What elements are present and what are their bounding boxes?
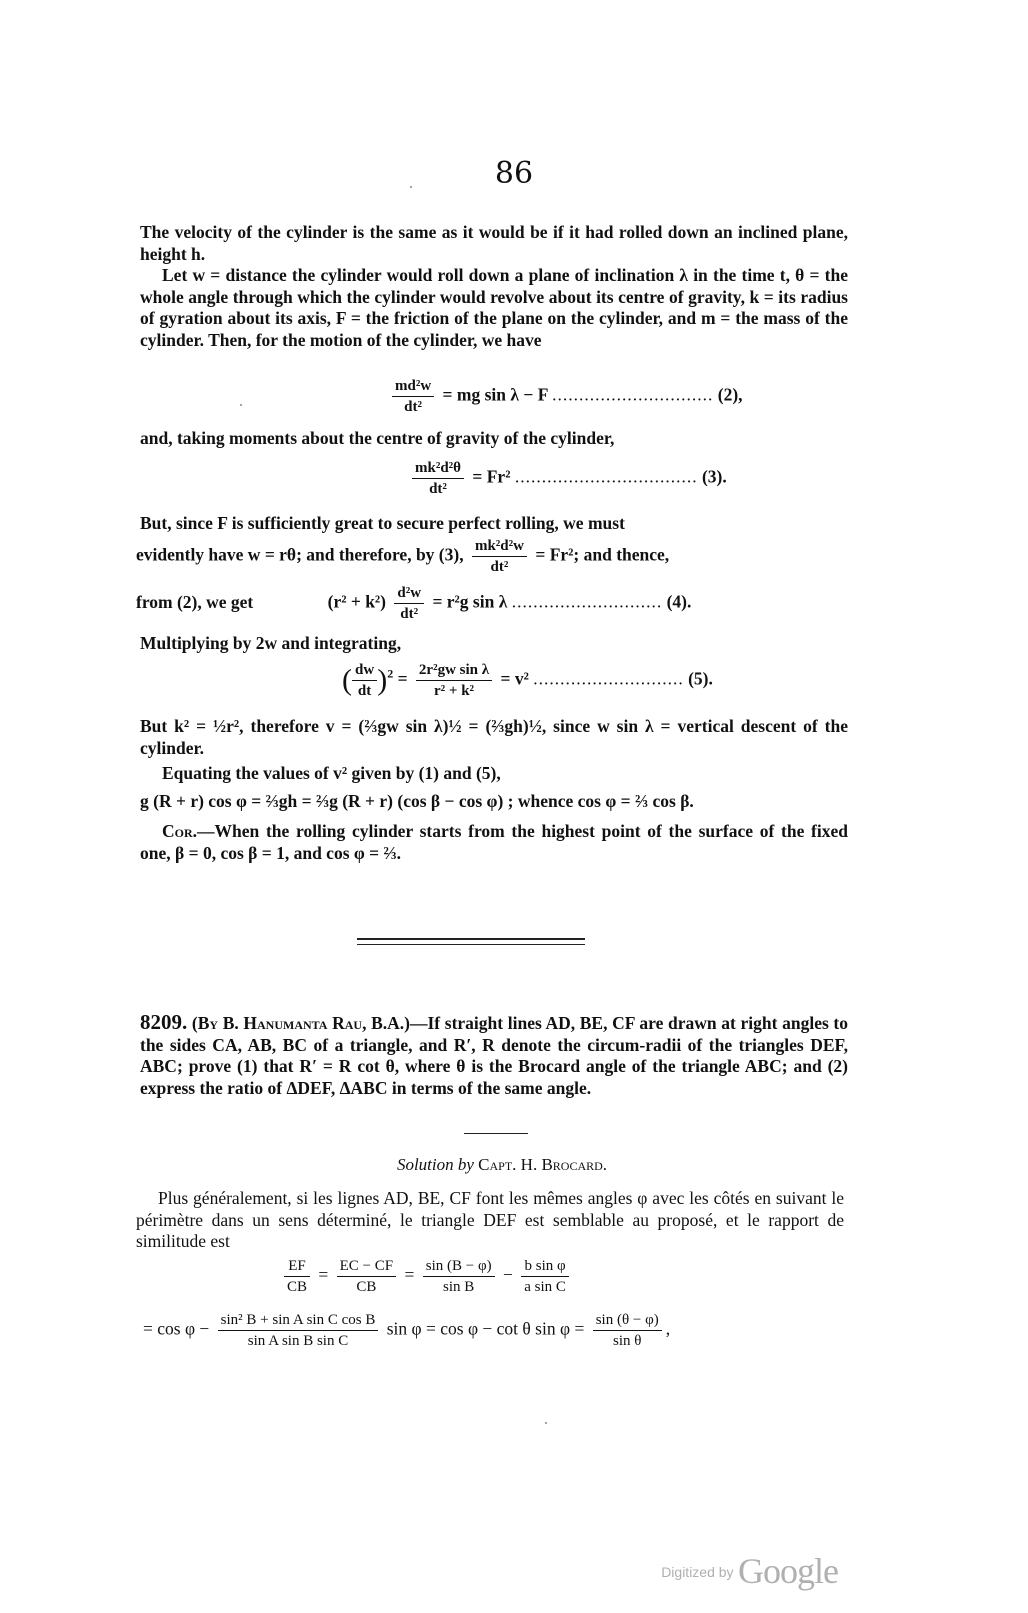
short-rule	[464, 1133, 528, 1134]
equation-rhs: = Fr²	[472, 466, 511, 487]
equation-similitude-2	[143, 1310, 670, 1351]
fraction	[284, 1256, 310, 1297]
denominator: CB	[356, 1279, 377, 1295]
speck	[545, 1422, 547, 1424]
equation-rhs: = r²g sin λ	[432, 591, 508, 612]
speck	[410, 186, 412, 188]
equation-similitude: $\frac{EF}{CB}$ = $\frac{EC - CF}{CB}$ = $\frac{\sin (B - \varphi)}{\text{sin B}}$ − $\frac{\text{b sin φ}}{\text{a sin C}}$	[280, 1256, 573, 1297]
paragraph-velocity: The velocity of the cylinder is the same as it would be if it had rolled down an inclined plane, height h.	[140, 222, 848, 264]
fraction	[337, 1256, 396, 1297]
paragraph-equating: Equating the values of v² given by (1) and (5),	[162, 763, 501, 783]
equation-cos-phi: g (R + r) cos φ = ⅔gh = ⅔g (R + r) (cos β − cos φ) ; whence cos φ = ⅔ cos β.	[140, 791, 694, 811]
numerator: sin (θ − φ)	[593, 1310, 662, 1331]
numerator: mk²d²θ	[412, 458, 464, 479]
numerator: EF	[284, 1256, 310, 1277]
corollary-label: Cor.	[162, 821, 198, 841]
equation-rhs: = v²	[500, 668, 529, 689]
paragraph-rolling: But, since F is sufficiently great to secure perfect rolling, we must	[140, 513, 625, 533]
denominator: dt	[357, 683, 372, 699]
paragraph-corollary	[140, 821, 848, 864]
paragraph-moments: and, taking moments about the centre of gravity of the cylinder,	[140, 428, 615, 448]
numerator: md²w	[392, 376, 434, 397]
denominator: dt²	[429, 481, 447, 497]
numerator: sin² B + sin A sin C cos B	[218, 1310, 379, 1331]
leader-dots: ..............................	[552, 384, 714, 405]
rolling-line-2	[136, 536, 669, 577]
fraction	[593, 1310, 662, 1351]
text: ,	[665, 1318, 671, 1339]
fraction	[412, 458, 464, 499]
fraction	[423, 1256, 495, 1297]
denominator: sin B	[443, 1279, 475, 1295]
denominator: dt²	[490, 559, 509, 575]
paragraph-integrating: Multiplying by 2w and integrating,	[140, 633, 402, 653]
fraction	[416, 660, 492, 701]
denominator: sin A sin B sin C	[247, 1333, 349, 1349]
problem-text: —If straight lines AD, BE, CF are drawn at right angles to the sides CA, AB, BC of a triangle, and R′, R denote the circum-radii of the triangles DEF, ABC; prove (1) that R′ = R cot θ, where θ is the Brocard angle of the triangle ABC; and (2) express the ratio of ΔDEF, ΔABC in terms of the same angle.	[140, 1013, 849, 1098]
numerator: b sin φ	[521, 1256, 569, 1277]
paragraph-definitions: Let w = distance the cylinder would roll down a plane of inclination λ in the time t, θ = the whole angle through which the cylinder would revolve about its centre of gravity, k = its radius of gyration about its axis, F = the friction of the plane on the cylinder, and m = the mass of the cylinder. Then, for the motion of the cylinder, we have	[140, 265, 848, 350]
equation-5: ( $\frac{dw}{dt}$ )$^2$ = $\frac{\text{2r²gw sin λ}}{\text{r² + k²}}$ = v² ............................ (5).	[342, 662, 713, 699]
fraction	[394, 583, 424, 624]
numerator: dw	[352, 660, 377, 681]
denominator: r² + k²	[434, 683, 475, 699]
denominator: dt²	[404, 399, 422, 415]
fraction	[218, 1310, 379, 1351]
numerator: sin (B − φ)	[423, 1256, 495, 1277]
page-number: 86	[494, 156, 534, 191]
equation-rhs: = mg sin λ − F	[442, 384, 548, 405]
google-logo: Google	[738, 1551, 838, 1591]
equation-label: (4).	[666, 591, 692, 612]
solution-label: Solution by	[396, 1155, 474, 1174]
problem-8209	[140, 1012, 848, 1099]
denominator: a sin C	[524, 1279, 566, 1295]
text: sin φ = cos φ − cot θ sin φ =	[386, 1318, 585, 1339]
text: from (2), we get	[136, 591, 254, 612]
text: evidently have w = rθ; and therefore, by (3),	[136, 544, 464, 565]
fraction	[392, 376, 434, 417]
numerator: mk²d²w	[472, 536, 527, 557]
section-double-rule-bottom	[357, 944, 585, 945]
fraction	[352, 660, 377, 701]
denominator: CB	[287, 1279, 308, 1295]
equation-4	[136, 583, 691, 624]
solution-heading	[0, 1155, 1016, 1175]
leader-dots: ............................	[533, 668, 684, 689]
problem-number: 8209.	[140, 1010, 188, 1034]
solution-author: Capt. H. Brocard.	[478, 1155, 608, 1174]
text: = cos φ −	[143, 1318, 210, 1339]
numerator: 2r²gw sin λ	[416, 660, 492, 681]
speck	[240, 404, 242, 406]
equation-label: (5).	[688, 668, 713, 689]
corollary-text: —When the rolling cylinder starts from the highest point of the surface of the fixed one, β = 0, cos β = 1, and cos φ = ⅔.	[140, 821, 848, 863]
solution-paragraph: Plus généralement, si les lignes AD, BE, CF font les mêmes angles φ avec les côtés en suivant le périmètre dans un sens déterminé, le triangle DEF est semblable au proposé, et le rapport de similitude est	[136, 1188, 844, 1251]
equation-2	[388, 376, 743, 417]
numerator: EC − CF	[337, 1256, 396, 1277]
equation-label: (3).	[701, 466, 727, 487]
fraction	[521, 1256, 569, 1297]
paragraph-velocity-result: But k² = ½r², therefore v = (⅔gw sin λ)½ = (⅔gh)½, since w sin λ = vertical descent of the cylinder.	[140, 716, 848, 758]
problem-author: (By B. Hanumanta Rau, B.A.)	[191, 1013, 410, 1033]
section-double-rule-top	[357, 938, 585, 940]
equation-label: (2),	[717, 384, 743, 405]
equation-lhs: (r² + k²)	[327, 591, 387, 612]
numerator: d²w	[394, 583, 424, 604]
leader-dots: ..................................	[514, 466, 698, 487]
fraction	[472, 536, 527, 577]
google-watermark	[661, 1550, 838, 1592]
leader-dots: ............................	[511, 591, 663, 612]
equation-3	[408, 458, 727, 499]
watermark-small-text: Digitized by	[661, 1564, 734, 1580]
denominator: dt²	[400, 606, 419, 622]
text: = Fr²; and thence,	[535, 544, 670, 565]
denominator: sin θ	[612, 1333, 642, 1349]
